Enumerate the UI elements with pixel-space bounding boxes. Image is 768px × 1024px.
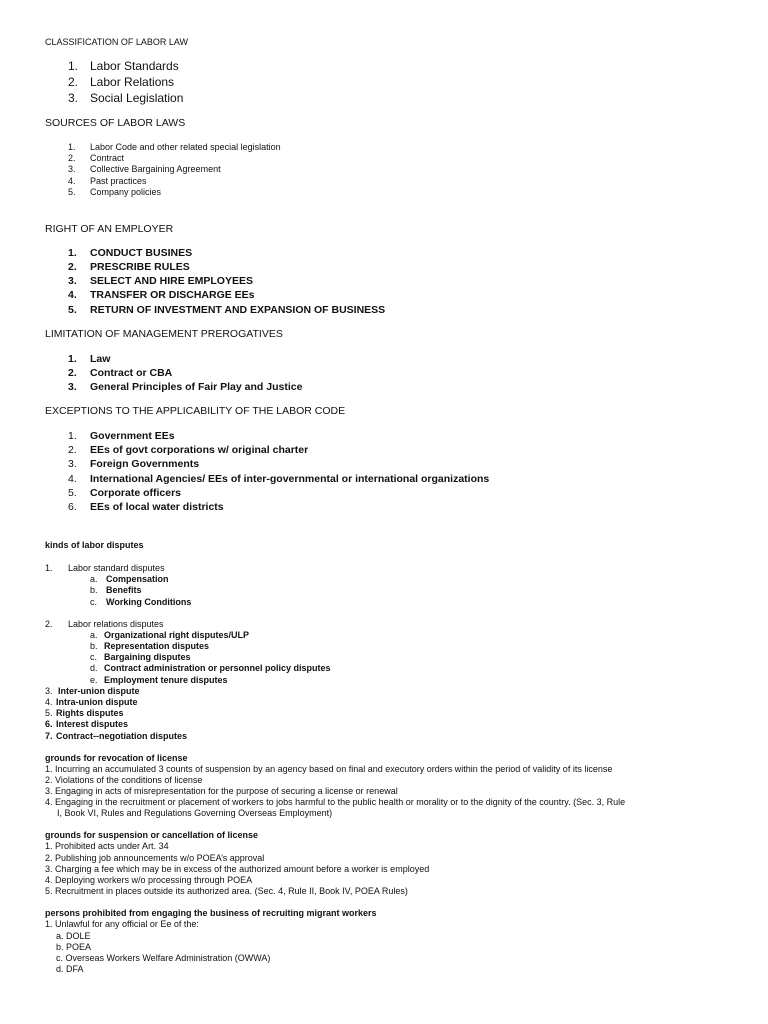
list-item: CONDUCT BUSINES — [90, 247, 193, 259]
list-item: 3. Charging a fee which may be in excess of the authorized amount before a worker is employed — [45, 864, 430, 874]
list-number: 5. — [68, 487, 77, 499]
list-item: Contract--negotiation disputes — [56, 731, 187, 741]
list-number: 5. — [68, 187, 76, 197]
list-item: International Agencies/ EEs of inter-governmental or international organizations — [90, 473, 490, 485]
list-letter: e. — [90, 675, 98, 685]
list-letter: c. — [90, 597, 98, 607]
list-item: 2. Violations of the conditions of license — [45, 775, 203, 785]
list-item: SELECT AND HIRE EMPLOYEES — [90, 275, 253, 287]
list-number: 3. — [68, 164, 76, 174]
list-letter: d. — [90, 663, 98, 673]
list-item: Contract or CBA — [90, 367, 173, 379]
list-letter: a. — [90, 574, 98, 584]
disputes-heading: kinds of labor disputes — [45, 540, 144, 550]
limitations-heading: LIMITATION OF MANAGEMENT PREROGATIVES — [45, 328, 283, 340]
list-number: 1. — [68, 353, 77, 365]
list-item: Contract administration or personnel policy disputes — [104, 663, 331, 673]
list-item: 5. Recruitment in places outside its authorized area. (Sec. 4, Rule II, Book IV, POEA Rules) — [45, 886, 408, 896]
list-number: 1. — [45, 563, 53, 573]
list-number: 2. — [45, 619, 53, 629]
list-item: Intra-union dispute — [56, 697, 138, 707]
list-item: Labor Code and other related special legislation — [90, 142, 281, 152]
list-item: TRANSFER OR DISCHARGE EEs — [90, 289, 255, 301]
list-item: c. Overseas Workers Welfare Administration (OWWA) — [56, 953, 271, 963]
suspension-heading: grounds for suspension or cancellation of license — [45, 830, 259, 840]
list-item-continuation: I, Book VI, Rules and Regulations Governing Overseas Employment) — [57, 808, 333, 818]
exceptions-heading: EXCEPTIONS TO THE APPLICABILITY OF THE LABOR CODE — [45, 405, 346, 417]
list-item: Collective Bargaining Agreement — [90, 164, 221, 174]
list-item: 1. Incurring an accumulated 3 counts of suspension by an agency based on final and executory orders within the period of validity of its license — [45, 764, 613, 774]
list-item: Past practices — [90, 176, 147, 186]
list-item: Interest disputes — [56, 719, 129, 729]
list-number: 2. — [68, 261, 77, 273]
list-number: 3. — [68, 275, 77, 287]
revocation-heading: grounds for revocation of license — [45, 753, 188, 763]
list-number: 2. — [68, 444, 77, 456]
list-number: 4. — [68, 473, 77, 485]
list-item: a. DOLE — [56, 931, 91, 941]
list-item: Inter-union dispute — [58, 686, 140, 696]
list-number: 7. — [45, 731, 53, 741]
list-number: 3. — [45, 686, 53, 696]
list-item: 1. Unlawful for any official or Ee of the: — [45, 919, 199, 929]
list-item: Labor Relations — [90, 75, 175, 89]
list-letter: b. — [90, 585, 98, 595]
list-number: 2. — [68, 367, 77, 379]
list-number: 4. — [45, 697, 53, 707]
list-number: 3. — [68, 458, 77, 470]
list-number: 2. — [68, 153, 76, 163]
list-number: 1. — [68, 247, 77, 259]
list-item: Corporate officers — [90, 487, 182, 499]
list-number: 3. — [68, 381, 77, 393]
classification-heading: CLASSIFICATION OF LABOR LAW — [45, 37, 189, 47]
list-item: RETURN OF INVESTMENT AND EXPANSION OF BUSINESS — [90, 304, 386, 316]
list-number: 4. — [68, 289, 77, 301]
list-letter: b. — [90, 641, 98, 651]
list-item: b. POEA — [56, 942, 92, 952]
list-item: Foreign Governments — [90, 458, 200, 470]
list-item: Rights disputes — [56, 708, 124, 718]
list-item: Representation disputes — [104, 641, 210, 651]
list-item: 2. Publishing job announcements w/o POEA’s approval — [45, 853, 265, 863]
list-item: Labor relations disputes — [68, 619, 164, 629]
list-number: 6. — [45, 719, 53, 729]
list-item: Social Legislation — [90, 91, 184, 105]
list-item: Labor Standards — [90, 59, 179, 73]
list-letter: c. — [90, 652, 98, 662]
list-item: EEs of local water districts — [90, 501, 224, 513]
list-item: Employment tenure disputes — [104, 675, 228, 685]
list-number: 6. — [68, 501, 77, 513]
list-item: Compensation — [106, 574, 169, 584]
list-item: Law — [90, 353, 111, 365]
list-item: Company policies — [90, 187, 162, 197]
list-number: 5. — [68, 304, 77, 316]
list-number: 5. — [45, 708, 53, 718]
list-item: d. DFA — [56, 964, 84, 974]
employer-rights-heading: RIGHT OF AN EMPLOYER — [45, 223, 174, 235]
list-number: 4. — [68, 176, 76, 186]
list-item: 3. Engaging in acts of misrepresentation for the purpose of securing a license or renewal — [45, 786, 398, 796]
list-number: 2. — [68, 75, 79, 89]
list-item: PRESCRIBE RULES — [90, 261, 190, 273]
list-item: Contract — [90, 153, 125, 163]
list-number: 1. — [68, 142, 76, 152]
prohibited-heading: persons prohibited from engaging the business of recruiting migrant workers — [45, 908, 377, 918]
list-letter: a. — [90, 630, 98, 640]
list-number: 1. — [68, 430, 77, 442]
list-item: Government EEs — [90, 430, 175, 442]
list-item: 1. Prohibited acts under Art. 34 — [45, 841, 169, 851]
list-number: 1. — [68, 59, 79, 73]
list-item: 4. Engaging in the recruitment or placement of workers to jobs harmful to the public health or morality or to the dignity of the country. (Sec. 3, Rule — [45, 797, 626, 807]
list-item: EEs of govt corporations w/ original charter — [90, 444, 309, 456]
list-item: General Principles of Fair Play and Justice — [90, 381, 303, 393]
sources-heading: SOURCES OF LABOR LAWS — [45, 117, 186, 129]
list-item: Bargaining disputes — [104, 652, 191, 662]
list-item: Working Conditions — [106, 597, 192, 607]
list-item: Organizational right disputes/ULP — [104, 630, 250, 640]
list-number: 3. — [68, 91, 79, 105]
list-item: Benefits — [106, 585, 142, 595]
list-item: Labor standard disputes — [68, 563, 165, 573]
list-item: 4. Deploying workers w/o processing through POEA — [45, 875, 253, 885]
